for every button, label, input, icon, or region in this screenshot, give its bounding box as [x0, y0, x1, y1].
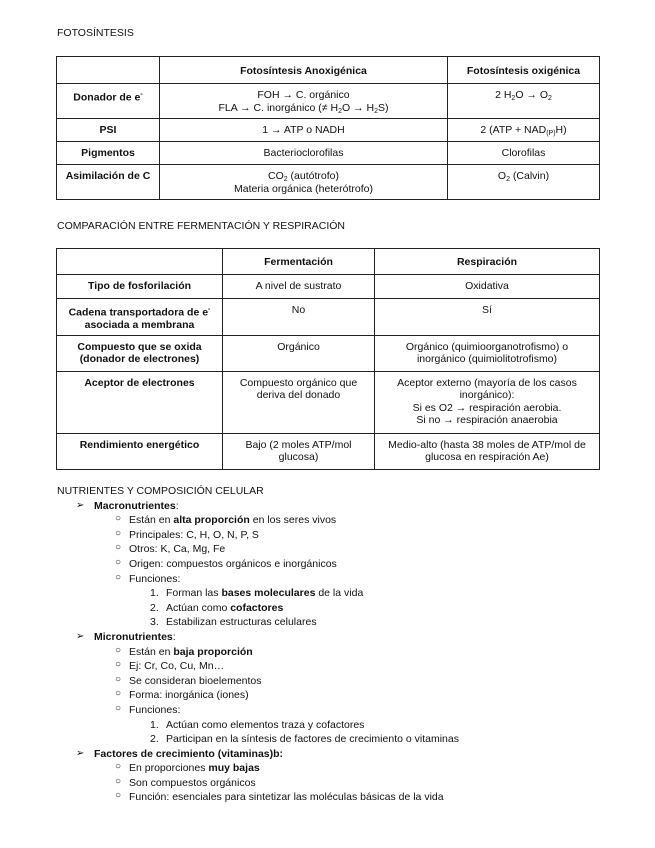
list-item: ➢ Macronutrientes: — [76, 499, 179, 512]
circle-bullet-icon: ○ — [115, 673, 122, 685]
row-label-psi: PSI — [57, 119, 160, 142]
circle-bullet-icon: ○ — [115, 702, 122, 714]
circle-bullet-icon: ○ — [115, 790, 122, 802]
circle-bullet-icon: ○ — [115, 644, 122, 656]
table-row — [57, 299, 600, 336]
cell-asimilacion-anox: $CO_2$ (autótrofo) Materia orgánica (heterótrofo) — [160, 165, 448, 200]
list-item: ○ Principales: C, H, O, N, P, S — [115, 527, 259, 541]
list-item: ○ Están en alta proporción en los seres vivos — [115, 513, 337, 527]
list-item: ○ Otros: K, Ca, Mg, Fe — [115, 542, 226, 556]
header-oxigenica: Fotosíntesis oxigénica — [448, 57, 600, 84]
section-title-fotosintesis: FOTOSÍNTESIS — [57, 27, 134, 39]
list-item: ○ Ej: Cr, Co, Cu, Mn… — [115, 659, 225, 673]
table-row — [57, 335, 600, 371]
row-label-cadena: Cadena transportadora de e- asociada a membrana — [57, 299, 223, 336]
cell-pigmentos-oxi: Clorofilas — [448, 142, 600, 165]
circle-bullet-icon: ○ — [115, 513, 122, 525]
cell-rendimiento-resp: Medio-alto (hasta 38 moles de ATP/mol de glucosa en respiración Ae) — [375, 433, 600, 469]
row-label-rendimiento: Rendimiento energético — [57, 433, 223, 469]
cell-donador-anox: FOH → C. orgánico FLA → C. inorgánico (≠ $H_2O \to H_2S$) — [160, 84, 448, 119]
list-item: ○ Forma: inorgánica (iones) — [115, 688, 249, 702]
list-item: 3. Estabilizan estructuras celulares — [150, 616, 317, 629]
cell-compuesto-resp: Orgánico (quimioorganotrofismo) o inorgánico (quimiolitotrofismo) — [375, 335, 600, 371]
cell-aceptor-resp: Aceptor externo (mayoría de los casos inorgánico): Si es O2 → respiración aerobia. Si no → respiración anaerobia — [375, 371, 600, 433]
table-header-row — [57, 249, 600, 275]
section-title-nutrientes: NUTRIENTES Y COMPOSICIÓN CELULAR — [57, 485, 264, 497]
list-item: ➢ Micronutrientes: — [76, 630, 176, 643]
arrow-bullet-icon: ➢ — [76, 630, 85, 642]
table-row — [57, 433, 600, 469]
table-row — [57, 119, 600, 142]
row-label-donador: Donador de e- — [57, 84, 160, 119]
nutrientes-section — [57, 484, 459, 805]
circle-bullet-icon: ○ — [115, 571, 122, 583]
circle-bullet-icon: ○ — [115, 775, 122, 787]
arrow-bullet-icon: ➢ — [76, 747, 85, 759]
list-item: ○ Funciones: — [115, 702, 181, 716]
circle-bullet-icon: ○ — [115, 527, 122, 539]
cell-compuesto-ferm: Orgánico — [223, 335, 375, 371]
header-empty — [57, 57, 160, 84]
section-title-comparacion: COMPARACIÓN ENTRE FERMENTACIÓN Y RESPIRACIÓN — [57, 220, 346, 232]
list-item: 1. Actúan como elementos traza y cofactores — [150, 718, 365, 731]
list-item: ○ Están en baja proporción — [115, 644, 253, 658]
cell-cadena-ferm: No — [223, 299, 375, 336]
table-header-row — [57, 57, 600, 84]
circle-bullet-icon: ○ — [115, 761, 122, 773]
list-item: ○ Origen: compuestos orgánicos e inorgánicos — [115, 556, 337, 570]
list-item: ○ Funciones: — [115, 571, 181, 585]
header-respiracion: Respiración — [375, 249, 600, 275]
header-empty — [57, 249, 223, 275]
cell-cadena-resp: Sí — [375, 299, 600, 336]
arrow-bullet-icon: ➢ — [76, 499, 85, 511]
row-label-fosforilacion: Tipo de fosforilación — [57, 275, 223, 299]
list-item: 2. Actúan como cofactores — [150, 601, 284, 614]
circle-bullet-icon: ○ — [115, 556, 122, 568]
table-fotosintesis — [56, 56, 600, 200]
row-label-asimilacion: Asimilación de C — [57, 165, 160, 200]
cell-psi-oxi: 2 $(ATP + NAD_{(P)}H)$ — [448, 119, 600, 142]
cell-aceptor-ferm: Compuesto orgánico que deriva del donado — [223, 371, 375, 433]
list-item: 2. Participan en la síntesis de factores de crecimiento o vitaminas — [150, 733, 459, 746]
cell-pigmentos-anox: Bacterioclorofilas — [160, 142, 448, 165]
list-item: ○ Se consideran bioelementos — [115, 673, 262, 687]
table-row — [57, 371, 600, 433]
row-label-aceptor: Aceptor de electrones — [57, 371, 223, 433]
cell-fosforilacion-resp: Oxidativa — [375, 275, 600, 299]
circle-bullet-icon: ○ — [115, 659, 122, 671]
cell-rendimiento-ferm: Bajo (2 moles ATP/mol glucosa) — [223, 433, 375, 469]
cell-psi-anox: 1 → ATP o NADH — [160, 119, 448, 142]
circle-bullet-icon: ○ — [115, 542, 122, 554]
table-comparacion — [56, 248, 600, 470]
table-row — [57, 165, 600, 200]
list-item: ○ Son compuestos orgánicos — [115, 775, 256, 789]
header-fermentacion: Fermentación — [223, 249, 375, 275]
list-item: ○ En proporciones muy bajas — [115, 761, 260, 775]
header-anoxigenica: Fotosíntesis Anoxigénica — [160, 57, 448, 84]
circle-bullet-icon: ○ — [115, 688, 122, 700]
row-label-pigmentos: Pigmentos — [57, 142, 160, 165]
cell-asimilacion-oxi: $O_2$ (Calvin) — [448, 165, 600, 200]
cell-fosforilacion-ferm: A nivel de sustrato — [223, 275, 375, 299]
table-row — [57, 275, 600, 299]
list-item: 1. Forman las bases moleculares de la vida — [150, 587, 364, 600]
table-row — [57, 142, 600, 165]
list-item: ➢ Factores de crecimiento (vitaminas)b: — [76, 747, 284, 760]
list-item: ○ Función: esenciales para sintetizar las moléculas básicas de la vida — [115, 790, 444, 804]
cell-donador-oxi: 2 $H_2O \to O_2$ — [448, 84, 600, 119]
table-row — [57, 84, 600, 119]
row-label-compuesto: Compuesto que se oxida (donador de electrones) — [57, 335, 223, 371]
